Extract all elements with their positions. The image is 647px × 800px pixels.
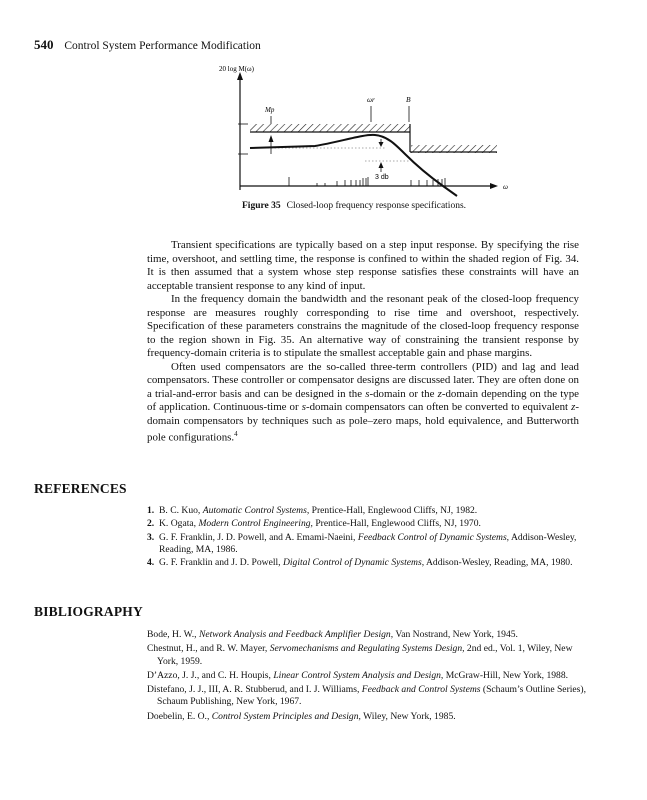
bibliography-title: Feedback and Control Systems [361, 684, 481, 696]
response-curve [250, 135, 457, 196]
reference-authors: G. F. Franklin and J. D. Powell, [159, 557, 283, 569]
paragraph-3-text-d: -domain compensators can often be converted to equivalent [305, 401, 572, 413]
bibliography-publisher: (Schaum’s Outline Series), Schaum Publishing, New York, 1967. [157, 684, 587, 708]
reference-title: Digital Control of Dynamic Systems, [282, 557, 425, 569]
figure-caption [242, 201, 466, 211]
paragraph-3-s: s [365, 387, 370, 400]
bibliography-list [147, 629, 587, 725]
reference-title: Feedback Control of Dynamic Systems, [357, 531, 510, 543]
bibliography-publisher: McGraw-Hill, New York, 1988. [443, 669, 569, 681]
reference-authors: K. Ogata, [159, 518, 199, 530]
reference-title: Automatic Control Systems, [202, 505, 310, 516]
reference-number: 2. [147, 518, 155, 530]
upper-constraint-region [250, 124, 410, 132]
footnote-superscript: 4 [234, 430, 238, 438]
reference-item [147, 505, 587, 517]
reference-item [147, 518, 587, 530]
bibliography-publisher: 2nd ed., Vol. 1, Wiley, New York, 1959. [157, 643, 573, 667]
bibliography-title: Control System Principles and Design, [211, 710, 361, 722]
running-head-title: Control System Performance Modification [64, 40, 261, 52]
page-number: 540 [34, 37, 54, 52]
3db-arrow-down [379, 142, 384, 147]
reference-number: 3. [147, 531, 155, 543]
running-head [34, 37, 261, 53]
reference-item [147, 557, 587, 569]
paragraph-3-text-a: Often used compensators are the so-called three-term controllers (PID) and lag and lead compensators. These controller or compensator designs are discussed later. They are often done on a trial-and-error basis and can be designed in the [147, 360, 579, 400]
bibliography-heading: BIBLIOGRAPHY [34, 604, 143, 619]
bibliography-item [147, 711, 587, 723]
paragraph-3-z: z [437, 387, 442, 400]
paragraph-2: In the frequency domain the bandwidth and the resonant peak of the closed-loop frequency response are measures roughly corresponding to rise time and overshoot, respectively. Specification of these parameters constrains the magnitude of the closed-loop frequency response to the region shown in Fig. 35. An alternative way of constraining the transient response by frequency-domain criteria is to stipulate the smallest acceptable gain and phase margins. [147, 293, 579, 359]
body-text [147, 239, 579, 445]
bibliography-publisher: Van Nostrand, New York, 1945. [393, 629, 518, 640]
mp-arrow-head [269, 135, 274, 142]
bibliography-item [147, 670, 587, 682]
y-axis-arrow [237, 72, 243, 80]
bibliography-publisher: Wiley, New York, 1985. [360, 710, 456, 722]
references-heading: REFERENCES [34, 481, 127, 496]
reference-authors: B. C. Kuo, [159, 505, 203, 516]
bibliography-authors: Distefano, J. J., III, A. R. Stubberud, and I. J. Williams, [147, 684, 362, 696]
bibliography-authors: D’Azzo, J. J., and C. H. Houpis, [147, 669, 274, 681]
bibliography-authors: Doebelin, E. O., [147, 710, 212, 722]
bibliography-title: Network Analysis and Feedback Amplifier Design, [198, 629, 394, 640]
paragraph-3-text-b: -domain or the [369, 387, 438, 400]
reference-authors: G. F. Franklin, J. D. Powell, and A. Emami-Naeini, [159, 531, 358, 543]
x-axis-label: ω [503, 183, 508, 191]
reference-number: 4. [147, 557, 155, 569]
bibliography-authors: Chestnut, H., and R. W. Mayer, [147, 643, 270, 655]
reference-publisher: Addison-Wesley, Reading, MA, 1980. [424, 557, 573, 569]
reference-item [147, 532, 587, 557]
b-label: B [406, 95, 411, 104]
reference-publisher: Prentice-Hall, Englewood Cliffs, NJ, 1982. [309, 505, 478, 516]
bibliography-item [147, 629, 587, 641]
frequency-response-figure [205, 62, 515, 198]
paragraph-3 [147, 361, 579, 446]
3db-arrow-up [379, 162, 384, 168]
paragraph-3-text-c: -domain depending on the type of application. Continuous-time or [147, 387, 579, 413]
paragraph-3-text-e: -domain compensators by techniques such as pole–zero maps, hold equivalence, and Butterworth pole configurations. [147, 401, 579, 444]
mp-label: Mp [265, 106, 275, 114]
bibliography-title: Linear Control System Analysis and Design, [273, 669, 444, 681]
reference-title: Modern Control Engineering, [198, 518, 313, 530]
paragraph-3-s2: s [301, 401, 306, 413]
figure-caption-text: Closed-loop frequency response specifications. [286, 201, 467, 211]
paragraph-3-z2: z [571, 401, 576, 413]
paragraph-1: Transient specifications are typically based on a step input response. By specifying the rise time, overshoot, and settling time, the response is confined to within the shaded region of Fig. 34. It is then assumed that a system whose step response satisfies these constraints will have an acceptable transient response to any kind of input. [147, 239, 579, 292]
x-axis-ticks [289, 177, 445, 186]
reference-publisher: Prentice-Hall, Englewood Cliffs, NJ, 1970. [312, 518, 481, 530]
bibliography-title: Servomechanisms and Regulating Systems Design, [269, 643, 465, 655]
wr-label: ωr [367, 96, 375, 104]
references-list [147, 505, 587, 570]
y-axis-label: 20 log M(ω) [219, 65, 254, 73]
reference-number: 1. [147, 505, 155, 516]
figure-caption-number: Figure 35 [242, 201, 281, 211]
3db-label: 3 db [375, 174, 389, 181]
bibliography-authors: Bode, H. W., [147, 629, 199, 640]
reference-publisher: Addison-Wesley, Reading, MA, 1986. [159, 531, 577, 555]
x-axis-arrow [490, 183, 498, 189]
bibliography-item [147, 684, 587, 709]
bibliography-item [147, 643, 587, 668]
